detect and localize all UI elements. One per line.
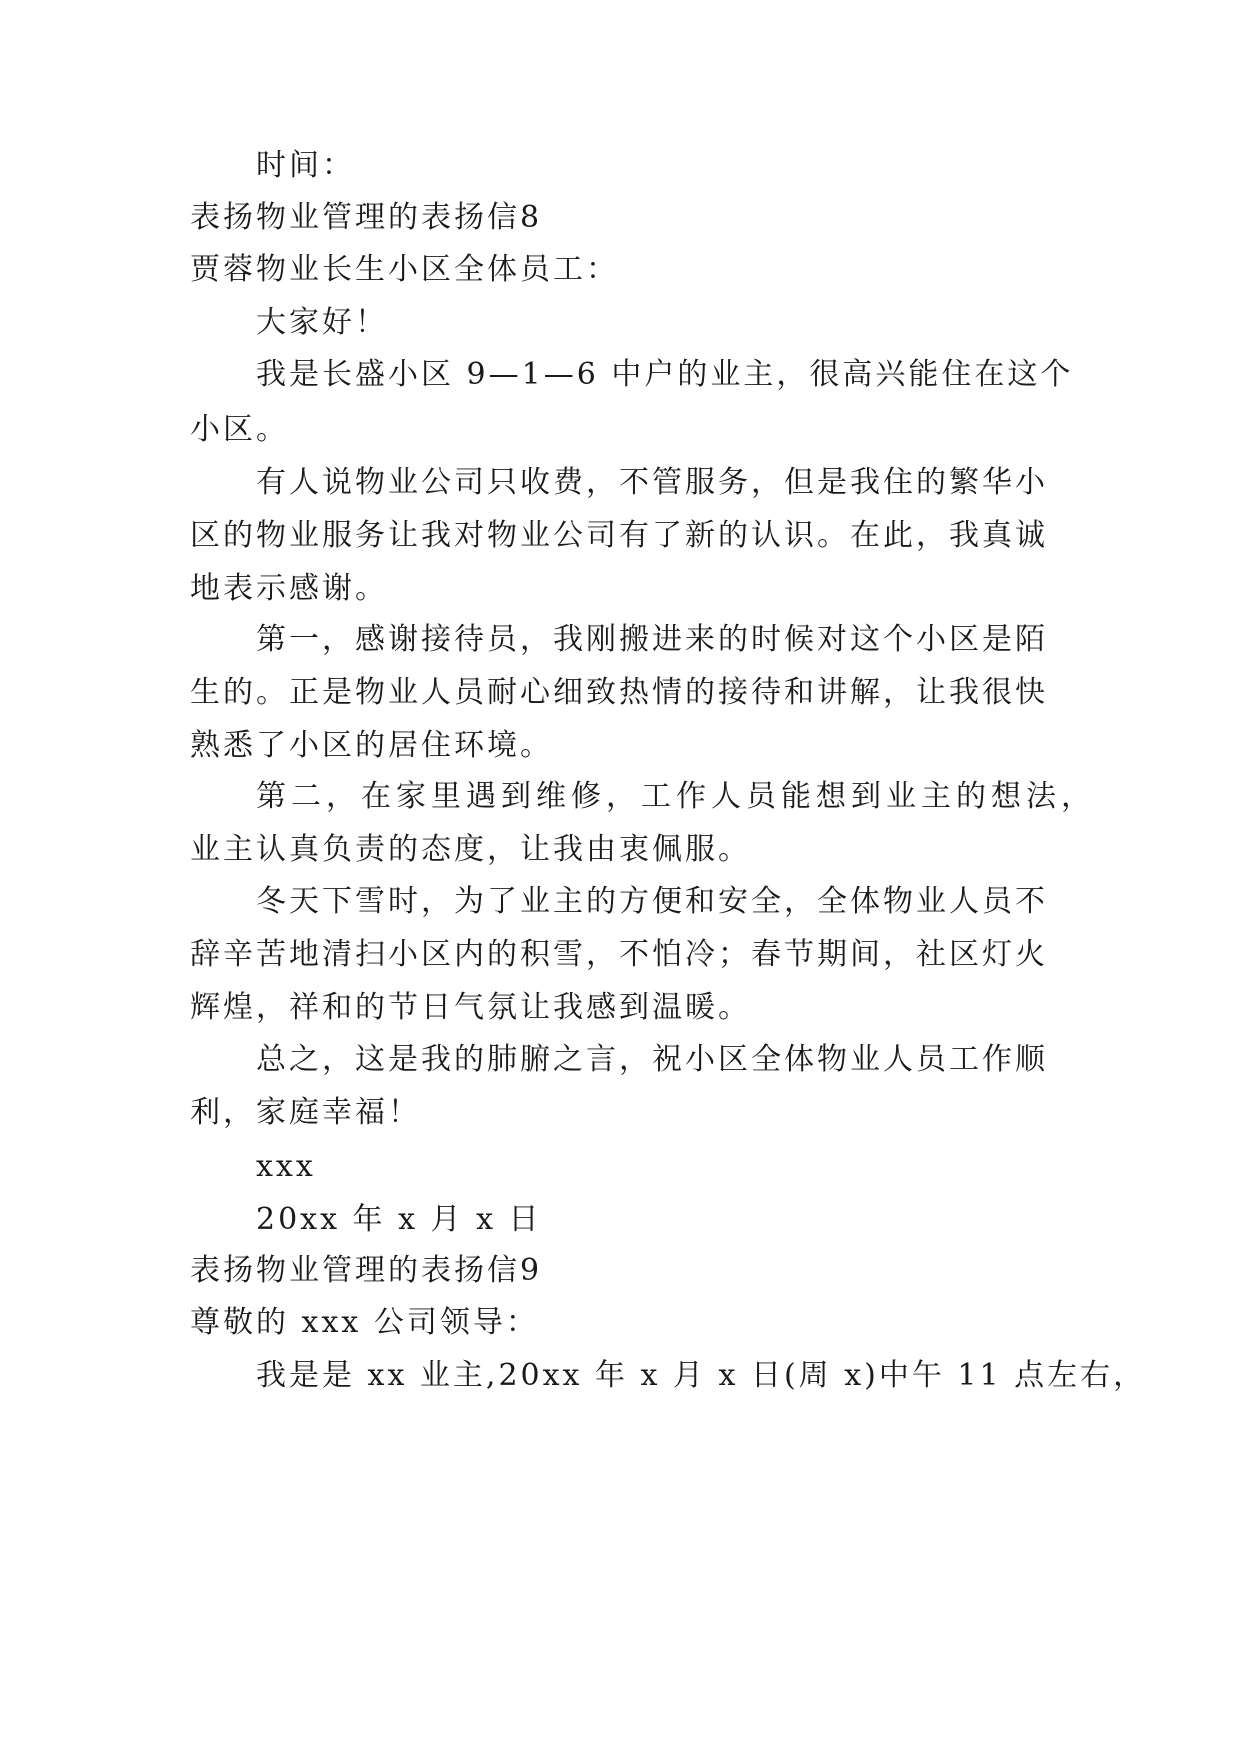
paragraph-line: 我是长盛小区 9—1—6 中户的业主，很高兴能住在这个 [256,357,1074,392]
paragraph-line: 地表示感谢。 [190,571,388,606]
letter-title-8: 表扬物业管理的表扬信8 [190,200,543,235]
salutation: 尊敬的 xxx 公司领导： [190,1305,539,1340]
paragraph-line: 熟悉了小区的居住环境。 [190,728,553,763]
paragraph-line: 小区。 [190,412,289,447]
signature: xxx [256,1149,316,1184]
salutation: 贾蓉物业长生小区全体员工： [190,252,619,287]
paragraph-line: 辞辛苦地清扫小区内的积雪，不怕冷；春节期间，社区灯火 [190,937,1048,972]
paragraph-line: 有人说物业公司只收费，不管服务，但是我住的繁华小 [256,465,1048,500]
paragraph-line: 第二，在家里遇到维修，工作人员能想到业主的想法， [256,779,1096,814]
paragraph-line: 生的。正是物业人员耐心细致热情的接待和讲解，让我很快 [190,675,1048,710]
paragraph-line: 第一，感谢接待员，我刚搬进来的时候对这个小区是陌 [256,622,1048,657]
paragraph-line: 总之，这是我的肺腑之言，祝小区全体物业人员工作顺 [256,1042,1048,1077]
paragraph-line: 我是是 xx 业主,20xx 年 x 月 x 日(周 x)中午 11 点左右， [256,1358,1147,1393]
time-label: 时间： [256,148,355,183]
paragraph-line: 辉煌，祥和的节日气氛让我感到温暖。 [190,990,751,1025]
date-line: 20xx 年 x 月 x 日 [256,1202,542,1237]
greeting: 大家好！ [256,305,388,340]
letter-title-9: 表扬物业管理的表扬信9 [190,1253,543,1288]
paragraph-line: 业主认真负责的态度，让我由衷佩服。 [190,832,751,867]
paragraph-line: 利，家庭幸福！ [190,1095,421,1130]
paragraph-line: 冬天下雪时，为了业主的方便和安全，全体物业人员不 [256,884,1048,919]
paragraph-line: 区的物业服务让我对物业公司有了新的认识。在此，我真诚 [190,518,1048,553]
